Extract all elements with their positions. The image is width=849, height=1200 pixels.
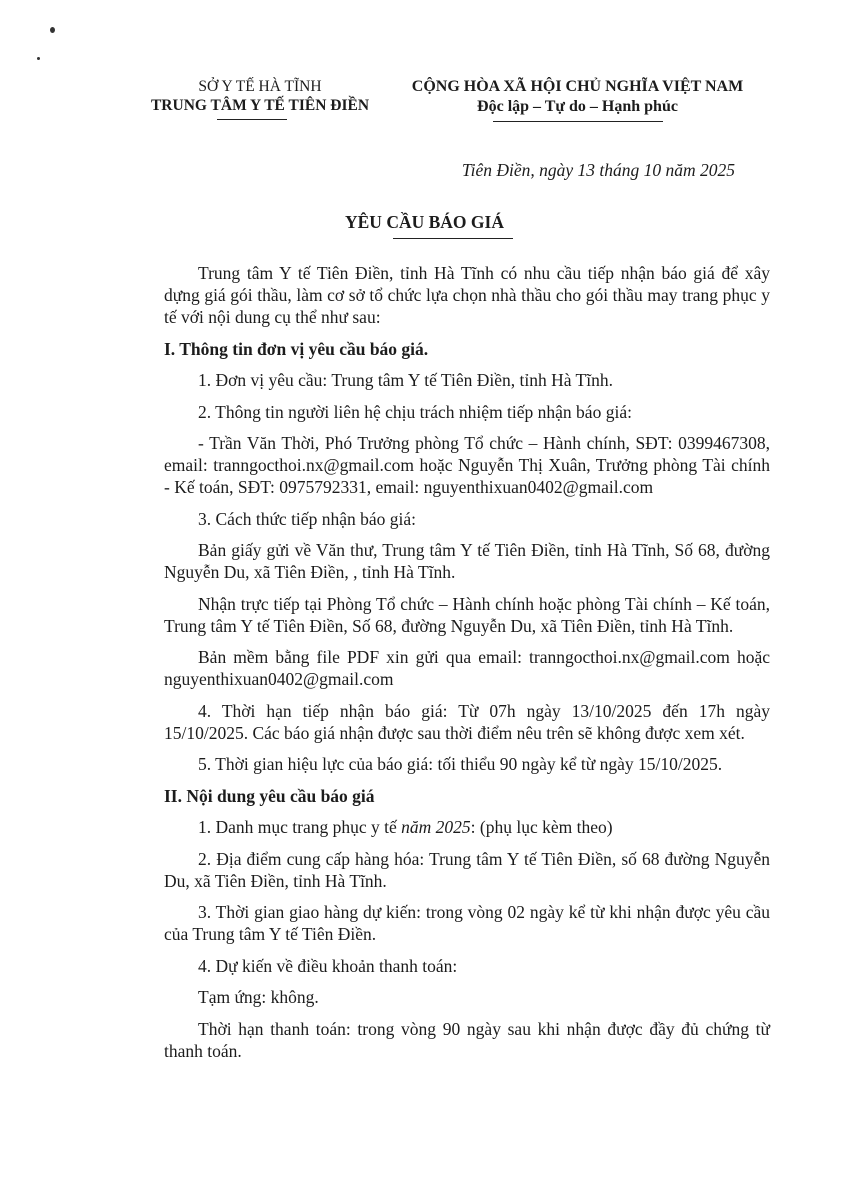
item-1-prefix: 1. Danh mục trang phục y tế [198, 817, 402, 837]
section-2-item-2: 2. Địa điểm cung cấp hàng hóa: Trung tâm Y tế Tiên Điền, số 68 đường Nguyễn Du, xã Tiên Điền, tỉnh Hà Tĩnh. [164, 848, 770, 891]
motto: Độc lập – Tự do – Hạnh phúc [477, 98, 678, 115]
scan-speck [50, 27, 55, 33]
paper-submission: Bản giấy gửi về Văn thư, Trung tâm Y tế Tiên Điền, tỉnh Hà Tĩnh, Số 68, đường Nguyễn Du, xã Tiên Điền, , tỉnh Hà Tĩnh. [164, 540, 770, 582]
scan-speck [37, 57, 40, 60]
country-name: CỘNG HÒA XÃ HỘI CHỦ NGHĨA VIỆT NAM [411, 78, 744, 95]
section-2-heading: II. Nội dung yêu cầu báo giá [164, 785, 375, 806]
issuing-agency-header [120, 77, 400, 120]
section-2-item-4: 4. Dự kiến về điều khoản thanh toán: [198, 955, 458, 976]
intro-paragraph: Trung tâm Y tế Tiên Điền, tỉnh Hà Tĩnh có nhu cầu tiếp nhận báo giá để xây dựng giá gói thầu, làm cơ sở tổ chức lựa chọn nhà thầu cho gói thầu may trang phục y tế với nội dung cụ thể như sau: [164, 263, 770, 327]
national-motto-header [375, 77, 780, 122]
item-1-year: năm 2025 [401, 817, 471, 837]
title-underline [393, 238, 513, 239]
parent-agency: SỞ Y TẾ HÀ TĨNH [198, 78, 322, 95]
section-1-item-5: 5. Thời gian hiệu lực của báo giá: tối thiểu 90 ngày kể từ ngày 15/10/2025. [198, 754, 723, 774]
payment-term: Thời hạn thanh toán: trong vòng 90 ngày sau khi nhận được đầy đủ chứng từ thanh toán. [164, 1018, 770, 1061]
advance-payment: Tạm ứng: không. [198, 987, 319, 1007]
item-1-suffix: : (phụ lục kèm theo) [470, 817, 613, 837]
document-body [164, 262, 770, 1071]
contact-details: - Trần Văn Thời, Phó Trưởng phòng Tổ chức – Hành chính, SĐT: 0399467308, email: tranngocthoi.nx@gmail.com hoặc Nguyễn Thị Xuân, Trưởng phòng Tài chính - Kế toán, SĐT: 0975792331, email: nguyenthixuan0402@gmail.com [164, 433, 770, 497]
direct-submission: Nhận trực tiếp tại Phòng Tổ chức – Hành chính hoặc phòng Tài chính – Kế toán, Trung tâm Y tế Tiên Điền, Số 68, đường Nguyễn Du, xã Tiên Điền, tỉnh Hà Tĩnh. [164, 593, 770, 636]
section-1-item-2: 2. Thông tin người liên hệ chịu trách nhiệm tiếp nhận báo giá: [198, 401, 632, 422]
place-date: Tiên Điền, ngày 13 tháng 10 năm 2025 [461, 160, 735, 180]
soft-copy-submission: Bản mềm bằng file PDF xin gửi qua email: tranngocthoi.nx@gmail.com hoặc nguyenthixuan0402@gmail.com [164, 647, 770, 689]
section-1-item-4: 4. Thời hạn tiếp nhận báo giá: Từ 07h ngày 13/10/2025 đến 17h ngày 15/10/2025. Các báo giá nhận được sau thời điểm nêu trên sẽ không được xem xét. [164, 700, 770, 743]
section-2-item-1 [164, 816, 770, 838]
section-1-heading: I. Thông tin đơn vị yêu cầu báo giá. [164, 338, 429, 359]
section-1-item-3: 3. Cách thức tiếp nhận báo giá: [198, 508, 416, 529]
motto-underline [493, 121, 663, 122]
document-title: YÊU CẦU BÁO GIÁ [345, 212, 504, 232]
agency-name: TRUNG TÂM Y TẾ TIÊN ĐIỀN [150, 97, 370, 114]
section-2-item-3: 3. Thời gian giao hàng dự kiến: trong vòng 02 ngày kể từ khi nhận được yêu cầu của Trung tâm Y tế Tiên Điền. [164, 902, 770, 944]
section-1-item-1: 1. Đơn vị yêu cầu: Trung tâm Y tế Tiên Điền, tỉnh Hà Tĩnh. [198, 370, 613, 390]
header-underline [217, 119, 287, 120]
